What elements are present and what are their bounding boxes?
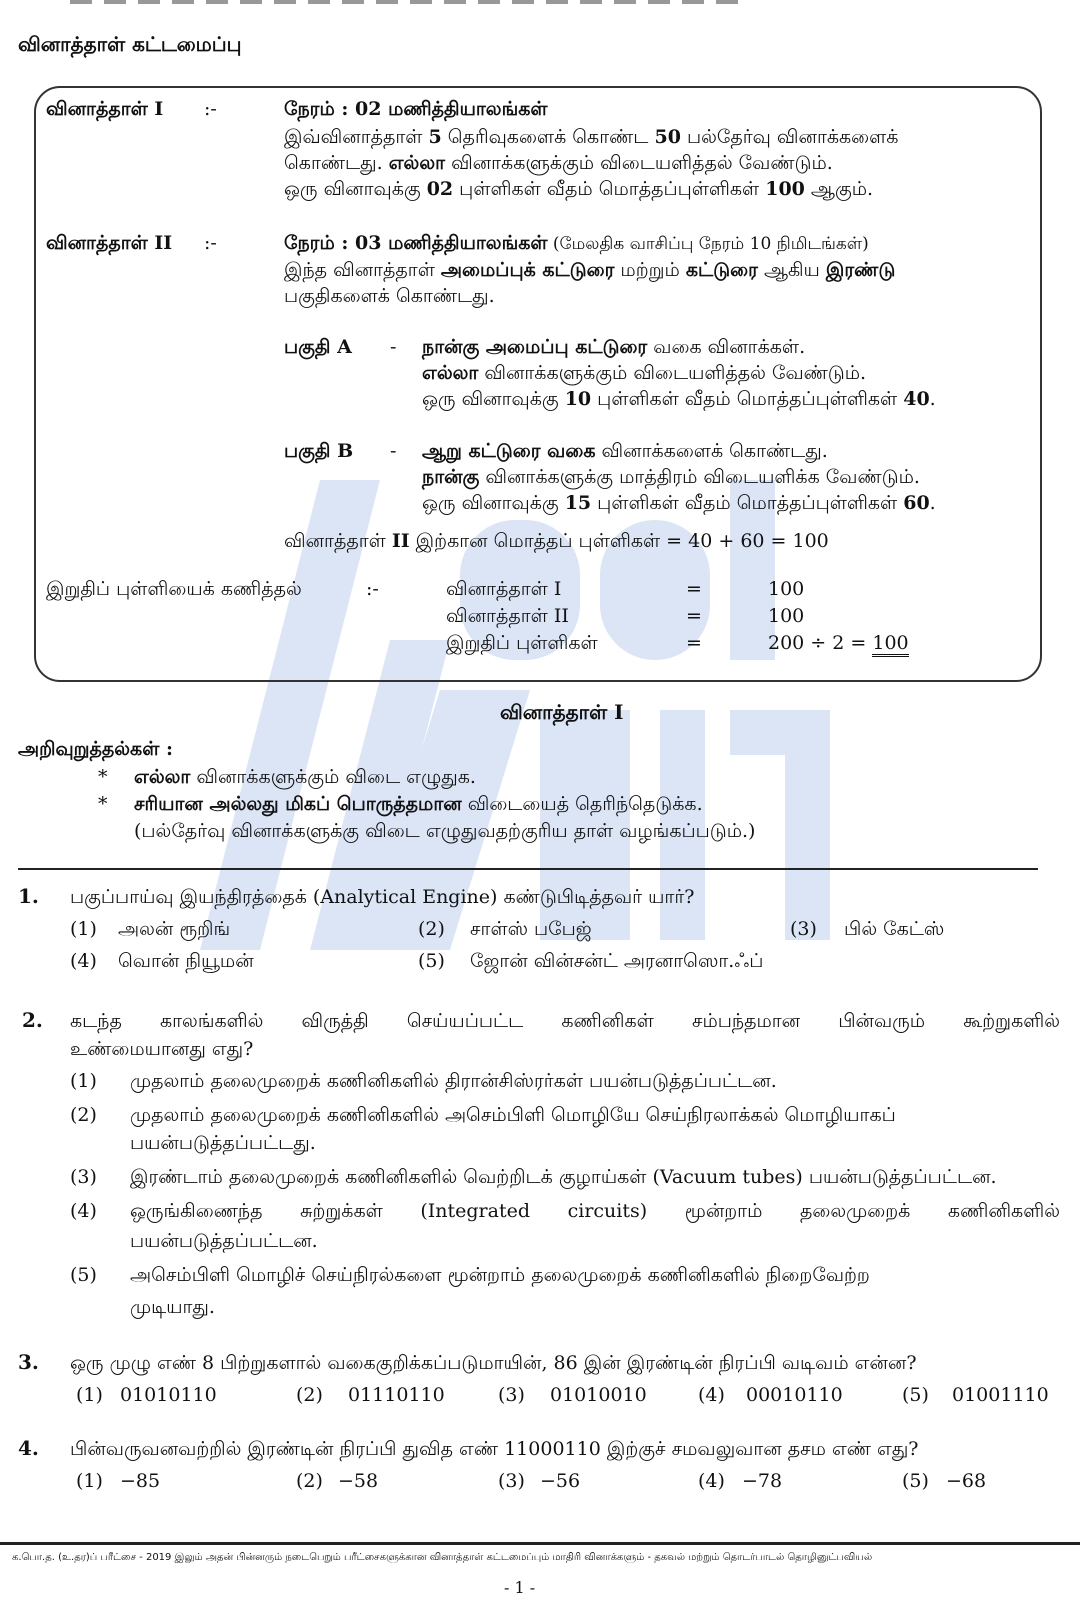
partA-line3: ஒரு வினாவுக்கு 10 புள்ளிகள் வீதம் மொத்தப்புள்ளிகள் 40. [422, 388, 936, 410]
option-text: முதலாம் தலைமுறைக் கணினிகளில் திரான்சிஸ்ரர்கள் பயன்படுத்தப்பட்டன. [130, 1070, 777, 1092]
option-text: ஜோன் வின்சன்ட் அரனாஸொ.ஃப் [470, 950, 764, 972]
question-number: 4. [18, 1436, 39, 1460]
final-label: இறுதிப் புள்ளியைக் கணித்தல் [46, 578, 302, 600]
option-number: (5) [902, 1470, 929, 1492]
option-number: (2) [418, 918, 445, 940]
instruction-bullet: * [98, 766, 108, 788]
paper1-label: வினாத்தாள் I [46, 98, 164, 120]
option-text: அசெம்பிளி மொழிச் செய்நிரல்களை மூன்றாம் தலைமுறைக் கணினிகளில் நிறைவேற்ற [130, 1264, 870, 1286]
option-text: சாள்ஸ் பபேஜ் [470, 918, 592, 940]
option-text: 01110110 [348, 1384, 445, 1406]
paper2-label: வினாத்தாள் II [46, 232, 173, 254]
paper1-line1: இவ்வினாத்தாள் 5 தெரிவுகளைக் கொண்ட 50 பல்தேர்வு வினாக்களைக் [284, 126, 899, 148]
instruction-bullet: * [98, 793, 108, 815]
paper1-line3: ஒரு வினாவுக்கு 02 புள்ளிகள் வீதம் மொத்தப்புள்ளிகள் 100 ஆகும். [284, 178, 874, 200]
option-text: −85 [120, 1470, 161, 1492]
final-row-value: 100 [768, 578, 805, 600]
partB-line3: ஒரு வினாவுக்கு 15 புள்ளிகள் வீதம் மொத்தப்புள்ளிகள் 60. [422, 492, 936, 514]
option-text: இரண்டாம் தலைமுறைக் கணினிகளில் வெற்றிடக் குழாய்கள் (Vacuum tubes) பயன்படுத்தப்பட்டன. [130, 1166, 997, 1188]
option-number: (3) [790, 918, 817, 940]
final-row-eq: = [686, 605, 702, 627]
section-divider [18, 868, 1038, 870]
instruction-item: எல்லா வினாக்களுக்கும் விடை எழுதுக. [134, 766, 476, 788]
paper1-sep: :- [204, 98, 217, 120]
question-number: 3. [18, 1350, 39, 1374]
option-text: பில் கேட்ஸ் [844, 918, 945, 940]
option-number: (2) [70, 1104, 97, 1126]
partB-dash: - [390, 440, 397, 462]
section-title: வினாத்தாள் I [500, 700, 624, 724]
option-text: வொன் நியூமன் [118, 950, 254, 972]
final-row-eq: = [686, 632, 702, 654]
option-number: (4) [698, 1470, 725, 1492]
paper2-sep: :- [204, 232, 217, 254]
option-text: முதலாம் தலைமுறைக் கணினிகளில் அசெம்பிளி மொழியே செய்நிரலாக்கல் மொழியாகப் [130, 1104, 896, 1126]
option-number: (1) [70, 918, 97, 940]
page-number: - 1 - [504, 1578, 536, 1597]
partB-line2: நான்கு வினாக்களுக்கு மாத்திரம் விடையளிக்க வேண்டும். [422, 466, 920, 488]
option-text: அலன் ரூறிங் [118, 918, 231, 940]
option-text: 01010110 [120, 1384, 217, 1406]
option-text: 00010110 [746, 1384, 843, 1406]
option-text: −56 [540, 1470, 581, 1492]
structure-title: வினாத்தாள் கட்டமைப்பு [18, 32, 242, 56]
final-row-name: வினாத்தாள் II [446, 605, 569, 627]
question-text: கடந்த காலங்களில் விருத்தி செய்யப்பட்ட கணினிகள் சம்பந்தமான பின்வரும் கூற்றுகளில் [70, 1010, 1060, 1032]
partA-label: பகுதி A [284, 336, 352, 358]
instructions-heading: அறிவுறுத்தல்கள் : [18, 738, 173, 760]
option-text-cont: பயன்படுத்தப்பட்டன. [130, 1230, 318, 1252]
option-number: (5) [418, 950, 445, 972]
question-number: 2. [22, 1008, 43, 1032]
option-number: (1) [76, 1384, 103, 1406]
option-text: −58 [338, 1470, 379, 1492]
final-sep: :- [366, 578, 379, 600]
option-text: −78 [742, 1470, 783, 1492]
final-row-value: 100 [768, 605, 805, 627]
option-text: ஒருங்கிணைந்த சுற்றுக்கள் (Integrated circuits) மூன்றாம் தலைமுறைக் கணினிகளில் [130, 1200, 1060, 1222]
paper1-line2: கொண்டது. எல்லா வினாக்களுக்கும் விடையளித்தல் வேண்டும். [284, 152, 833, 174]
option-number: (3) [498, 1470, 525, 1492]
question-text: பின்வருவனவற்றில் இரண்டின் நிரப்பி துவித எண் 11000110 இற்குச் சமவலுவான தசம எண் எது? [70, 1438, 919, 1460]
option-number: (3) [70, 1166, 97, 1188]
footer-rule [0, 1542, 1080, 1545]
question-text: ஒரு முழு எண் 8 பிற்றுகளால் வகைகுறிக்கப்படுமாயின், 86 இன் இரண்டின் நிரப்பி வடிவம் என்ன? [70, 1352, 917, 1374]
paper2-line2: பகுதிகளைக் கொண்டது. [284, 285, 495, 307]
option-number: (2) [296, 1470, 323, 1492]
partA-line1: நான்கு அமைப்பு கட்டுரை வகை வினாக்கள். [422, 336, 806, 358]
option-text: 01001110 [952, 1384, 1049, 1406]
option-number: (4) [70, 950, 97, 972]
option-number: (2) [296, 1384, 323, 1406]
question-number: 1. [18, 884, 39, 908]
option-number: (4) [698, 1384, 725, 1406]
option-number: (3) [498, 1384, 525, 1406]
option-number: (4) [70, 1200, 97, 1222]
option-number: (5) [902, 1384, 929, 1406]
paper2-total: வினாத்தாள் II இற்கான மொத்தப் புள்ளிகள் = 40 + 60 = 100 [284, 530, 829, 552]
footer-text: க.பொ.த. (உ.தர)ப் பரீட்சை - 2019 இலும் அதன் பின்னரும் நடைபெறும் பரீட்சைகளுக்கான வினாத்தாள் கட்டமைப்பும் மாதிரி வினாக்களும் - தகவல் மற்றும் தொடர்பாடல் தொழினுட்பவியல் [12, 1552, 873, 1563]
paper2-time: நேரம் : 03 மணித்தியாலங்கள் (மேலதிக வாசிப்பு நேரம் 10 நிமிடங்கள்) [284, 232, 869, 254]
final-row-value: 200 ÷ 2 = 100 [768, 632, 909, 654]
final-row-eq: = [686, 578, 702, 600]
instruction-note: (பல்தேர்வு வினாக்களுக்கு விடை எழுதுவதற்குரிய தாள் வழங்கப்படும்.) [134, 820, 756, 842]
paper2-line1: இந்த வினாத்தாள் அமைப்புக் கட்டுரை மற்றும் கட்டுரை ஆகிய இரண்டு [284, 259, 896, 281]
question-text-cont: உண்மையானது எது? [70, 1038, 254, 1060]
option-number: (1) [76, 1470, 103, 1492]
instruction-item: சரியான அல்லது மிகப் பொருத்தமான விடையைத் தெரிந்தெடுக்க. [134, 793, 703, 815]
final-row-name: வினாத்தாள் I [446, 578, 562, 600]
option-number: (1) [70, 1070, 97, 1092]
question-text: பகுப்பாய்வு இயந்திரத்தைக் (Analytical Engine) கண்டுபிடித்தவர் யார்? [70, 886, 695, 908]
partB-label: பகுதி B [284, 440, 354, 462]
paper1-time: நேரம் : 02 மணித்தியாலங்கள் [284, 98, 548, 120]
cut-off-top-text [70, 0, 750, 4]
option-number: (5) [70, 1264, 97, 1286]
option-text: −68 [946, 1470, 987, 1492]
final-row-name: இறுதிப் புள்ளிகள் [446, 632, 598, 654]
partB-line1: ஆறு கட்டுரை வகை வினாக்களைக் கொண்டது. [422, 440, 828, 462]
option-text-cont: முடியாது. [130, 1296, 215, 1318]
partA-dash: - [390, 336, 397, 358]
partA-line2: எல்லா வினாக்களுக்கும் விடையளித்தல் வேண்டும். [422, 362, 867, 384]
option-text: 01010010 [550, 1384, 647, 1406]
option-text-cont: பயன்படுத்தப்பட்டது. [130, 1132, 316, 1154]
